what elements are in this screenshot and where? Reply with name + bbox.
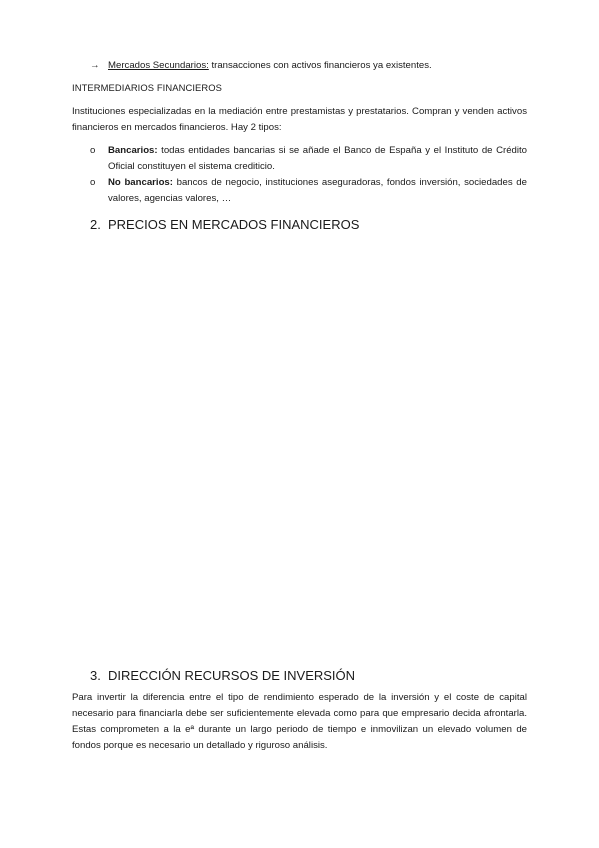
list-item-bancarios [90,143,527,175]
secundarios-line [90,58,432,74]
section-3-number: 3. [90,668,101,683]
list-item-no-bancarios [90,175,527,207]
secundarios-label: Mercados Secundarios: [108,60,209,71]
intermediarios-heading: INTERMEDIARIOS FINANCIEROS [72,82,223,93]
bancarios-label: Bancarios: [108,145,158,156]
section-3-body [72,690,527,754]
bullet-circle-icon: o [90,177,96,188]
bancarios-text: todas entidades bancarias si se añade el Banco de España y el Instituto de Crédito Oficial constituyen el sistema crediticio. [108,145,527,172]
section-3-heading [90,667,355,685]
section-2-number: 2. [90,217,101,232]
intermediarios-intro [72,104,527,136]
section-3-title: DIRECCIÓN RECURSOS DE INVERSIÓN [108,668,356,683]
no-bancarios-label: No bancarios: [108,177,173,188]
no-bancarios-text: bancos de negocio, instituciones aseguradoras, fondos inversión, sociedades de valores, agencias valores, … [108,177,527,204]
intermediarios-intro-text: Instituciones especializadas en la mediación entre prestamistas y prestatarios. Compran y venden activos financieros en mercados financieros. Hay 2 tipos: [72,106,527,133]
section-2-heading [90,216,359,234]
secundarios-text: transacciones con activos financieros ya existentes. [208,60,432,71]
bullet-circle-icon: o [90,145,96,156]
right-arrow-icon: → [90,60,100,71]
section-2-title: PRECIOS EN MERCADOS FINANCIEROS [108,217,360,232]
section-3-body-text: Para invertir la diferencia entre el tipo de rendimiento esperado de la inversión y el coste de capital necesario para financiarla debe ser suficientemente elevada como para que empresario decida afrontarla. Estas comprometen a la eª durante un largo periodo de tiempo e inmovilizan un elevado volumen de fondos porque es necesario un detallado y riguroso análisis. [72,692,527,751]
